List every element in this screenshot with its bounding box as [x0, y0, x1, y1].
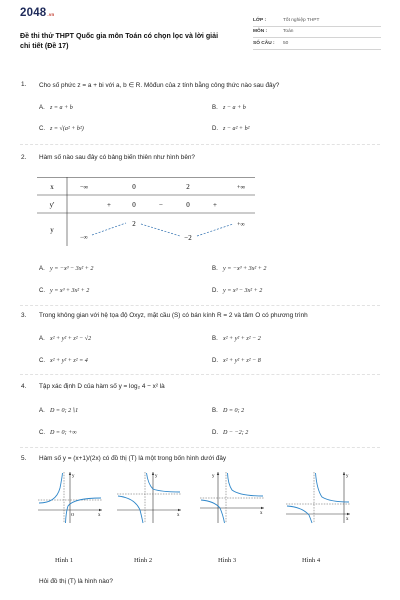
option-text: y = x³ + 3x² + 2: [50, 288, 90, 294]
option-text: x² + y² + z² − √2: [50, 336, 92, 342]
option-label: C.: [39, 357, 46, 364]
graph-label: Hình 3: [218, 557, 237, 564]
table-sign: −: [159, 201, 163, 209]
table-y-value: 2: [132, 220, 136, 228]
table-x-value: +∞: [236, 184, 246, 191]
option-label: A.: [39, 335, 45, 342]
option-b[interactable]: [212, 104, 246, 111]
meta-count-row: [253, 38, 381, 50]
option-a[interactable]: [39, 407, 78, 414]
option-label: D.: [212, 125, 219, 132]
option-text: z − a + b: [223, 105, 246, 111]
option-b[interactable]: [212, 407, 244, 414]
origin-label: O: [71, 512, 75, 517]
graph-2: [115, 470, 183, 525]
question-number: 4.: [21, 383, 27, 390]
option-b[interactable]: [212, 335, 261, 342]
meta-key: SỐ CÂU :: [253, 40, 275, 46]
option-label: D.: [212, 287, 219, 294]
divider: [20, 305, 380, 306]
logo-text: 2048: [20, 7, 47, 19]
option-label: D.: [212, 357, 219, 364]
option-d[interactable]: [212, 357, 261, 364]
option-text: D = 0; +∞: [50, 430, 77, 436]
option-label: A.: [39, 104, 45, 111]
axis-y-label: y: [346, 474, 349, 479]
logo-suffix: .vn: [47, 12, 55, 17]
axis-x-label: x: [346, 517, 349, 522]
option-label: B.: [212, 104, 218, 111]
variation-table: [37, 177, 255, 246]
increase-arrow: [197, 224, 233, 236]
axis-x-label: x: [98, 513, 101, 518]
option-c[interactable]: [39, 287, 89, 294]
option-d[interactable]: [212, 287, 262, 294]
option-a[interactable]: [39, 335, 91, 342]
option-label: B.: [212, 335, 218, 342]
option-text: y = −x³ + 3x² + 2: [223, 266, 267, 272]
question-follow-up: Hỏi đồ thị (T) là hình nào?: [39, 578, 113, 585]
graph-label: Hình 1: [55, 557, 74, 564]
option-label: A.: [39, 407, 45, 414]
option-text: z = a + b: [50, 105, 73, 111]
graph-label: Hình 2: [134, 557, 153, 564]
question-text: Tập xác định D của hàm số y = log₂ 4 − x² là: [39, 383, 165, 390]
option-text: D = 0; 2: [223, 408, 245, 414]
meta-key: MÔN :: [253, 29, 268, 35]
axis-y-label: y: [155, 474, 158, 479]
table-x-label: x: [50, 183, 54, 191]
question-text: Trong không gian với hệ tọa độ Oxyz, mặt cầu (S) có bán kính R = 2 và tâm O có phương trình: [39, 312, 308, 319]
table-sign: +: [213, 201, 217, 209]
document-title: Đề thi thử THPT Quốc gia môn Toán có chọn lọc và lời giải chi tiết (Đề 17): [20, 32, 219, 50]
table-y-value: +∞: [237, 222, 245, 228]
option-text: y = x³ − 3x² + 2: [223, 288, 263, 294]
table-x-value: 2: [186, 183, 190, 191]
meta-value: 50: [283, 40, 289, 46]
option-text: x² + y² + z² = 4: [50, 358, 88, 364]
question-text: Cho số phức z = a + bi với a, b ∈ R. Môđun của z tính bằng công thức nào sau đây?: [39, 82, 280, 89]
table-yprime-label: y': [49, 201, 55, 209]
option-label: B.: [212, 407, 218, 414]
site-logo[interactable]: [20, 7, 55, 19]
divider: [20, 447, 380, 448]
option-label: D.: [212, 429, 219, 436]
table-sign: 0: [186, 201, 190, 209]
question-number: 3.: [21, 312, 27, 319]
graph-3: [198, 470, 266, 525]
meta-class-row: [253, 15, 381, 27]
option-d[interactable]: [212, 125, 249, 132]
question-number: 1.: [21, 81, 27, 88]
question-number: 2.: [21, 154, 27, 161]
decrease-arrow: [141, 224, 180, 236]
axis-x-label: x: [260, 511, 263, 516]
axis-x-label: x: [177, 513, 180, 518]
option-a[interactable]: [39, 104, 73, 111]
option-label: C.: [39, 287, 46, 294]
graph-1: [36, 470, 104, 525]
table-sign: 0: [132, 201, 136, 209]
option-label: C.: [39, 429, 46, 436]
axis-y-label: y: [212, 474, 215, 479]
meta-value: Tốt nghiệp THPT: [283, 17, 320, 23]
option-c[interactable]: [39, 429, 77, 436]
table-y-value: −2: [184, 234, 192, 242]
question-text: Hàm số nào sau đây có bảng biến thiên như hình bên?: [39, 154, 195, 161]
divider: [20, 144, 380, 145]
question-text: Hàm số y = (x+1)/(2x) có đồ thị (T) là một trong bốn hình dưới đây: [39, 455, 227, 462]
option-a[interactable]: [39, 265, 93, 272]
option-c[interactable]: [39, 125, 84, 132]
option-text: z − a² + b²: [223, 126, 250, 132]
option-b[interactable]: [212, 265, 266, 272]
option-label: B.: [212, 265, 218, 272]
table-y-label: y: [50, 226, 54, 234]
option-text: D − −2; 2: [223, 430, 249, 436]
divider: [20, 374, 380, 375]
option-label: C.: [39, 125, 46, 132]
option-c[interactable]: [39, 357, 88, 364]
option-text: D = 0; 2∖1: [50, 408, 79, 414]
axis-y-label: y: [72, 474, 75, 479]
graph-4: [284, 470, 352, 525]
option-text: x² + y² + z² − 8: [223, 358, 261, 364]
option-text: y = −x³ − 3x² + 2: [50, 266, 94, 272]
meta-value: Toán: [283, 29, 294, 35]
question-number: 5.: [21, 455, 27, 462]
table-sign: +: [107, 201, 111, 209]
option-label: A.: [39, 265, 45, 272]
meta-key: LỚP :: [253, 17, 267, 23]
table-y-value: −∞: [80, 235, 88, 241]
meta-subject-row: [253, 27, 381, 39]
document-meta: [253, 15, 381, 50]
table-x-value: −∞: [79, 184, 89, 191]
option-text: x² + y² + z² − 2: [223, 336, 261, 342]
table-x-value: 0: [132, 183, 136, 191]
graph-label: Hình 4: [302, 557, 321, 564]
option-text: z = √(a² + b²): [50, 126, 84, 132]
option-d[interactable]: [212, 429, 248, 436]
increase-arrow: [92, 223, 126, 235]
